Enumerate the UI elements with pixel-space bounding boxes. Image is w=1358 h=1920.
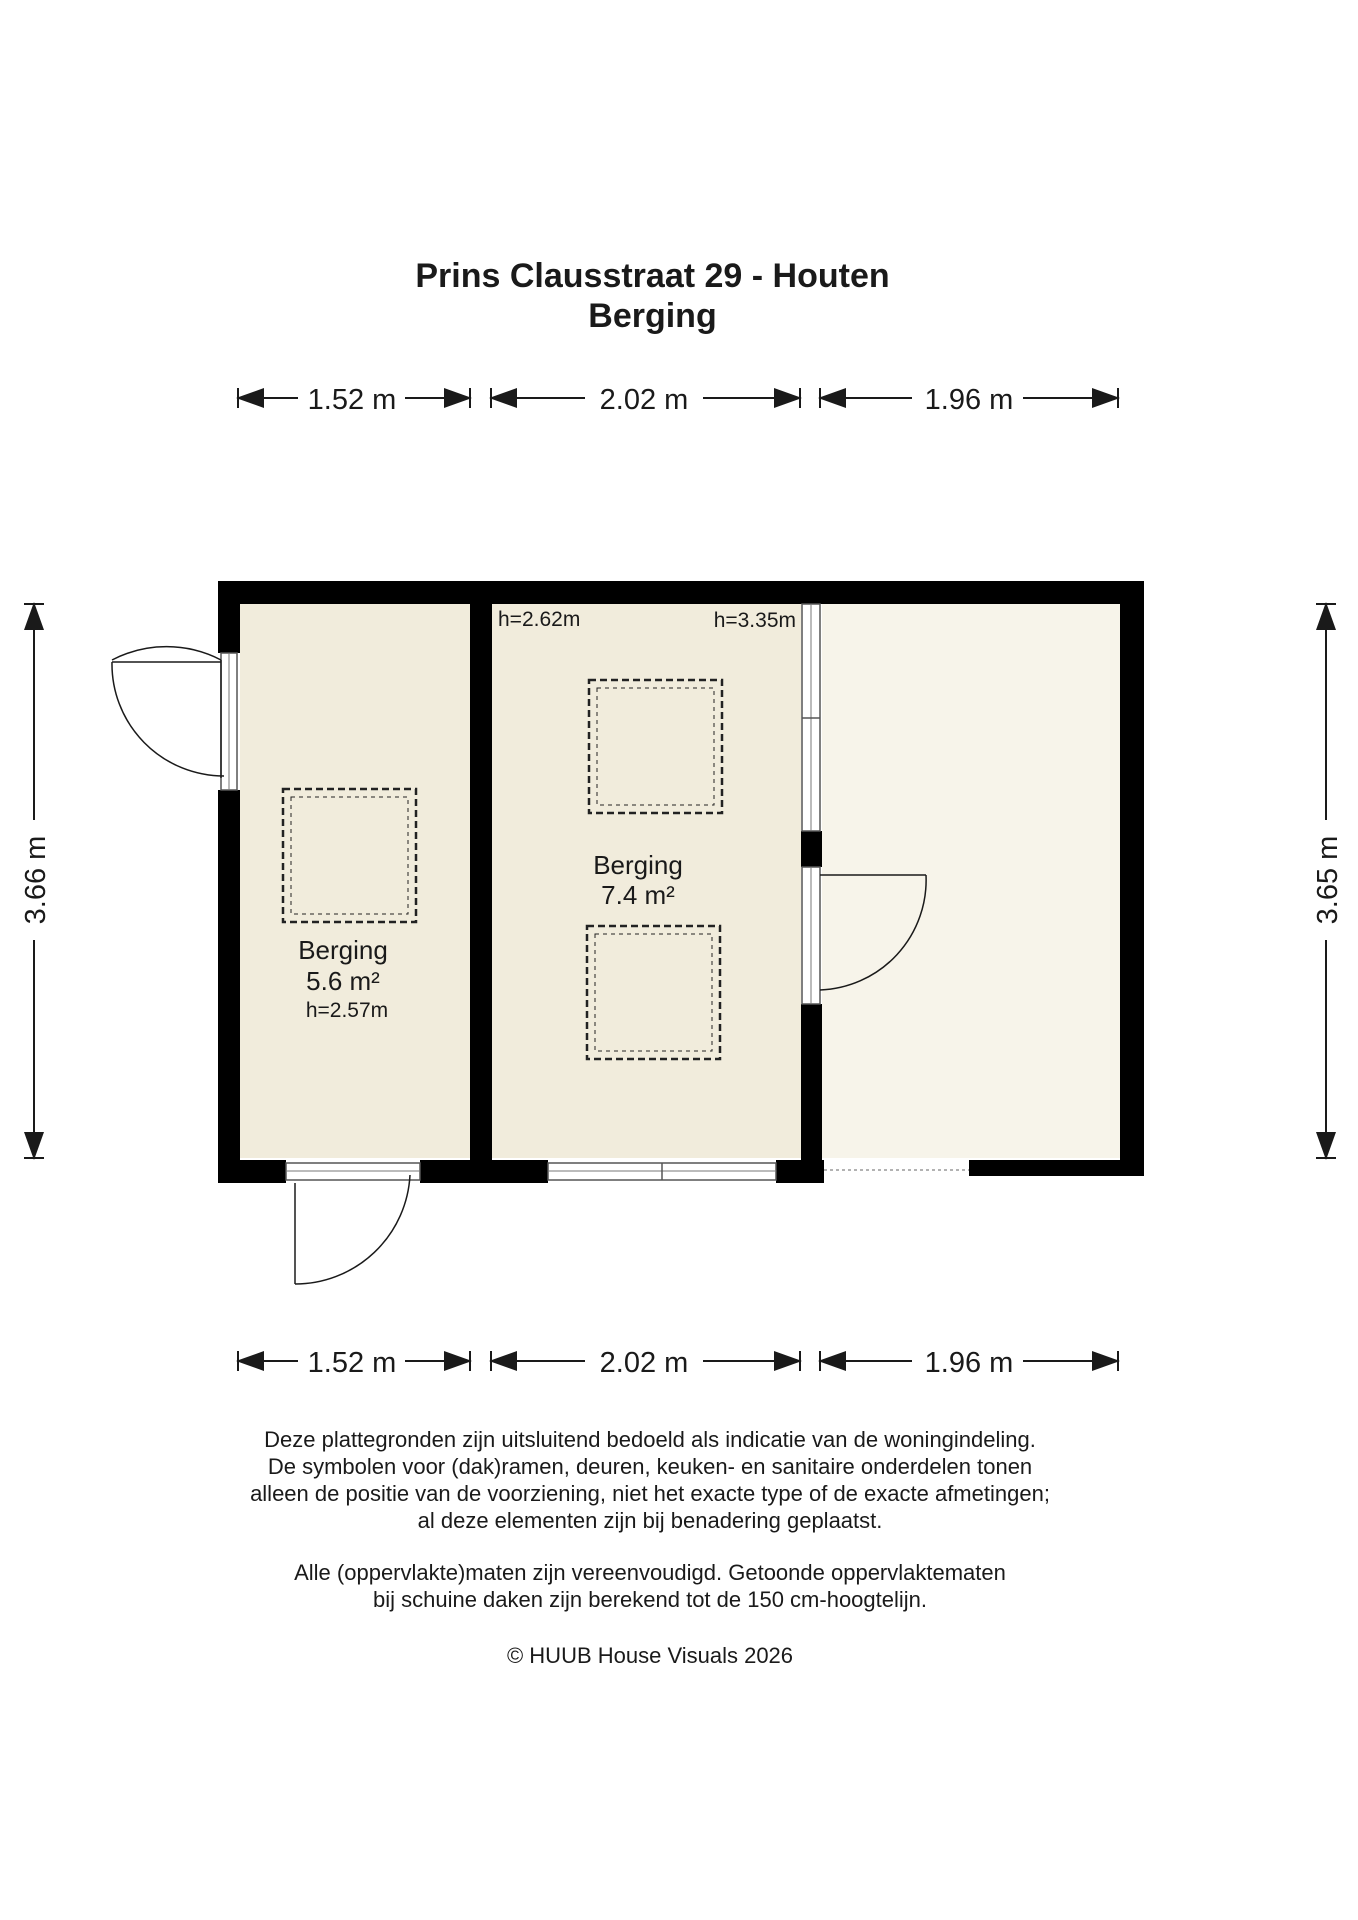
room-area: 7.4 m² bbox=[601, 880, 675, 910]
room-area: 5.6 m² bbox=[306, 966, 380, 996]
window-icon bbox=[802, 867, 820, 1004]
window-icon bbox=[548, 1163, 776, 1180]
room-height: h=2.62m bbox=[498, 608, 581, 631]
door-swing-icon bbox=[295, 1175, 410, 1284]
bottom-dimension-label: 2.02 m bbox=[599, 1347, 689, 1379]
disclaimer-line: Deze plattegronden zijn uitsluitend bedoeld als indicatie van de woningindeling. bbox=[264, 1427, 1036, 1452]
top-dimension-label: 2.02 m bbox=[599, 384, 689, 416]
door-swing-icon bbox=[112, 647, 224, 778]
bottom-dimension-1 bbox=[238, 1347, 470, 1379]
bottom-dimension-label: 1.52 m bbox=[307, 1347, 397, 1379]
disclaimer-block-1 bbox=[0, 1426, 1300, 1534]
disclaimer-line: Alle (oppervlakte)maten zijn vereenvoudigd. Getoonde oppervlaktematen bbox=[294, 1560, 1006, 1585]
disclaimer-line: bij schuine daken zijn berekend tot de 150 cm-hoogtelijn. bbox=[372, 1587, 928, 1612]
right-dimension bbox=[1312, 604, 1344, 1158]
room-name: Berging bbox=[593, 850, 683, 880]
bottom-dimension-label: 1.96 m bbox=[924, 1347, 1014, 1379]
copyright: © HUUB House Visuals 2026 bbox=[506, 1643, 794, 1668]
room-height: h=2.57m bbox=[305, 999, 389, 1022]
window-icon bbox=[802, 604, 820, 831]
room-height: h=3.35m bbox=[713, 609, 796, 632]
disclaimer-line: al deze elementen zijn bij benadering geplaatst. bbox=[417, 1508, 883, 1533]
disclaimer-line: De symbolen voor (dak)ramen, deuren, keuken- en sanitaire onderdelen tonen bbox=[267, 1454, 1033, 1479]
left-dimension bbox=[20, 604, 52, 1158]
room-berging-small-floor bbox=[240, 603, 470, 1158]
window-icon bbox=[286, 1163, 420, 1180]
window-icon bbox=[221, 653, 237, 790]
room-name: Berging bbox=[298, 935, 388, 965]
top-dimension-2 bbox=[491, 384, 800, 416]
top-dimension-label: 1.52 m bbox=[307, 384, 397, 416]
open-area-floor bbox=[822, 603, 1120, 1158]
top-dimension-1 bbox=[238, 384, 470, 416]
left-dimension-label: 3.66 m bbox=[20, 835, 52, 925]
disclaimer-line: alleen de positie van de voorziening, niet het exacte type of de exacte afmetingen; bbox=[250, 1481, 1050, 1506]
disclaimer-block-2 bbox=[0, 1559, 1300, 1613]
bottom-dimension-2 bbox=[491, 1347, 800, 1379]
bottom-dimension-3 bbox=[820, 1347, 1118, 1379]
right-dimension-label: 3.65 m bbox=[1312, 835, 1344, 925]
top-dimension-label: 1.96 m bbox=[924, 384, 1014, 416]
plan-title: Prins Clausstraat 29 - Houten bbox=[415, 257, 890, 295]
floor-title: Berging bbox=[588, 297, 717, 335]
top-dimension-3 bbox=[820, 384, 1118, 416]
